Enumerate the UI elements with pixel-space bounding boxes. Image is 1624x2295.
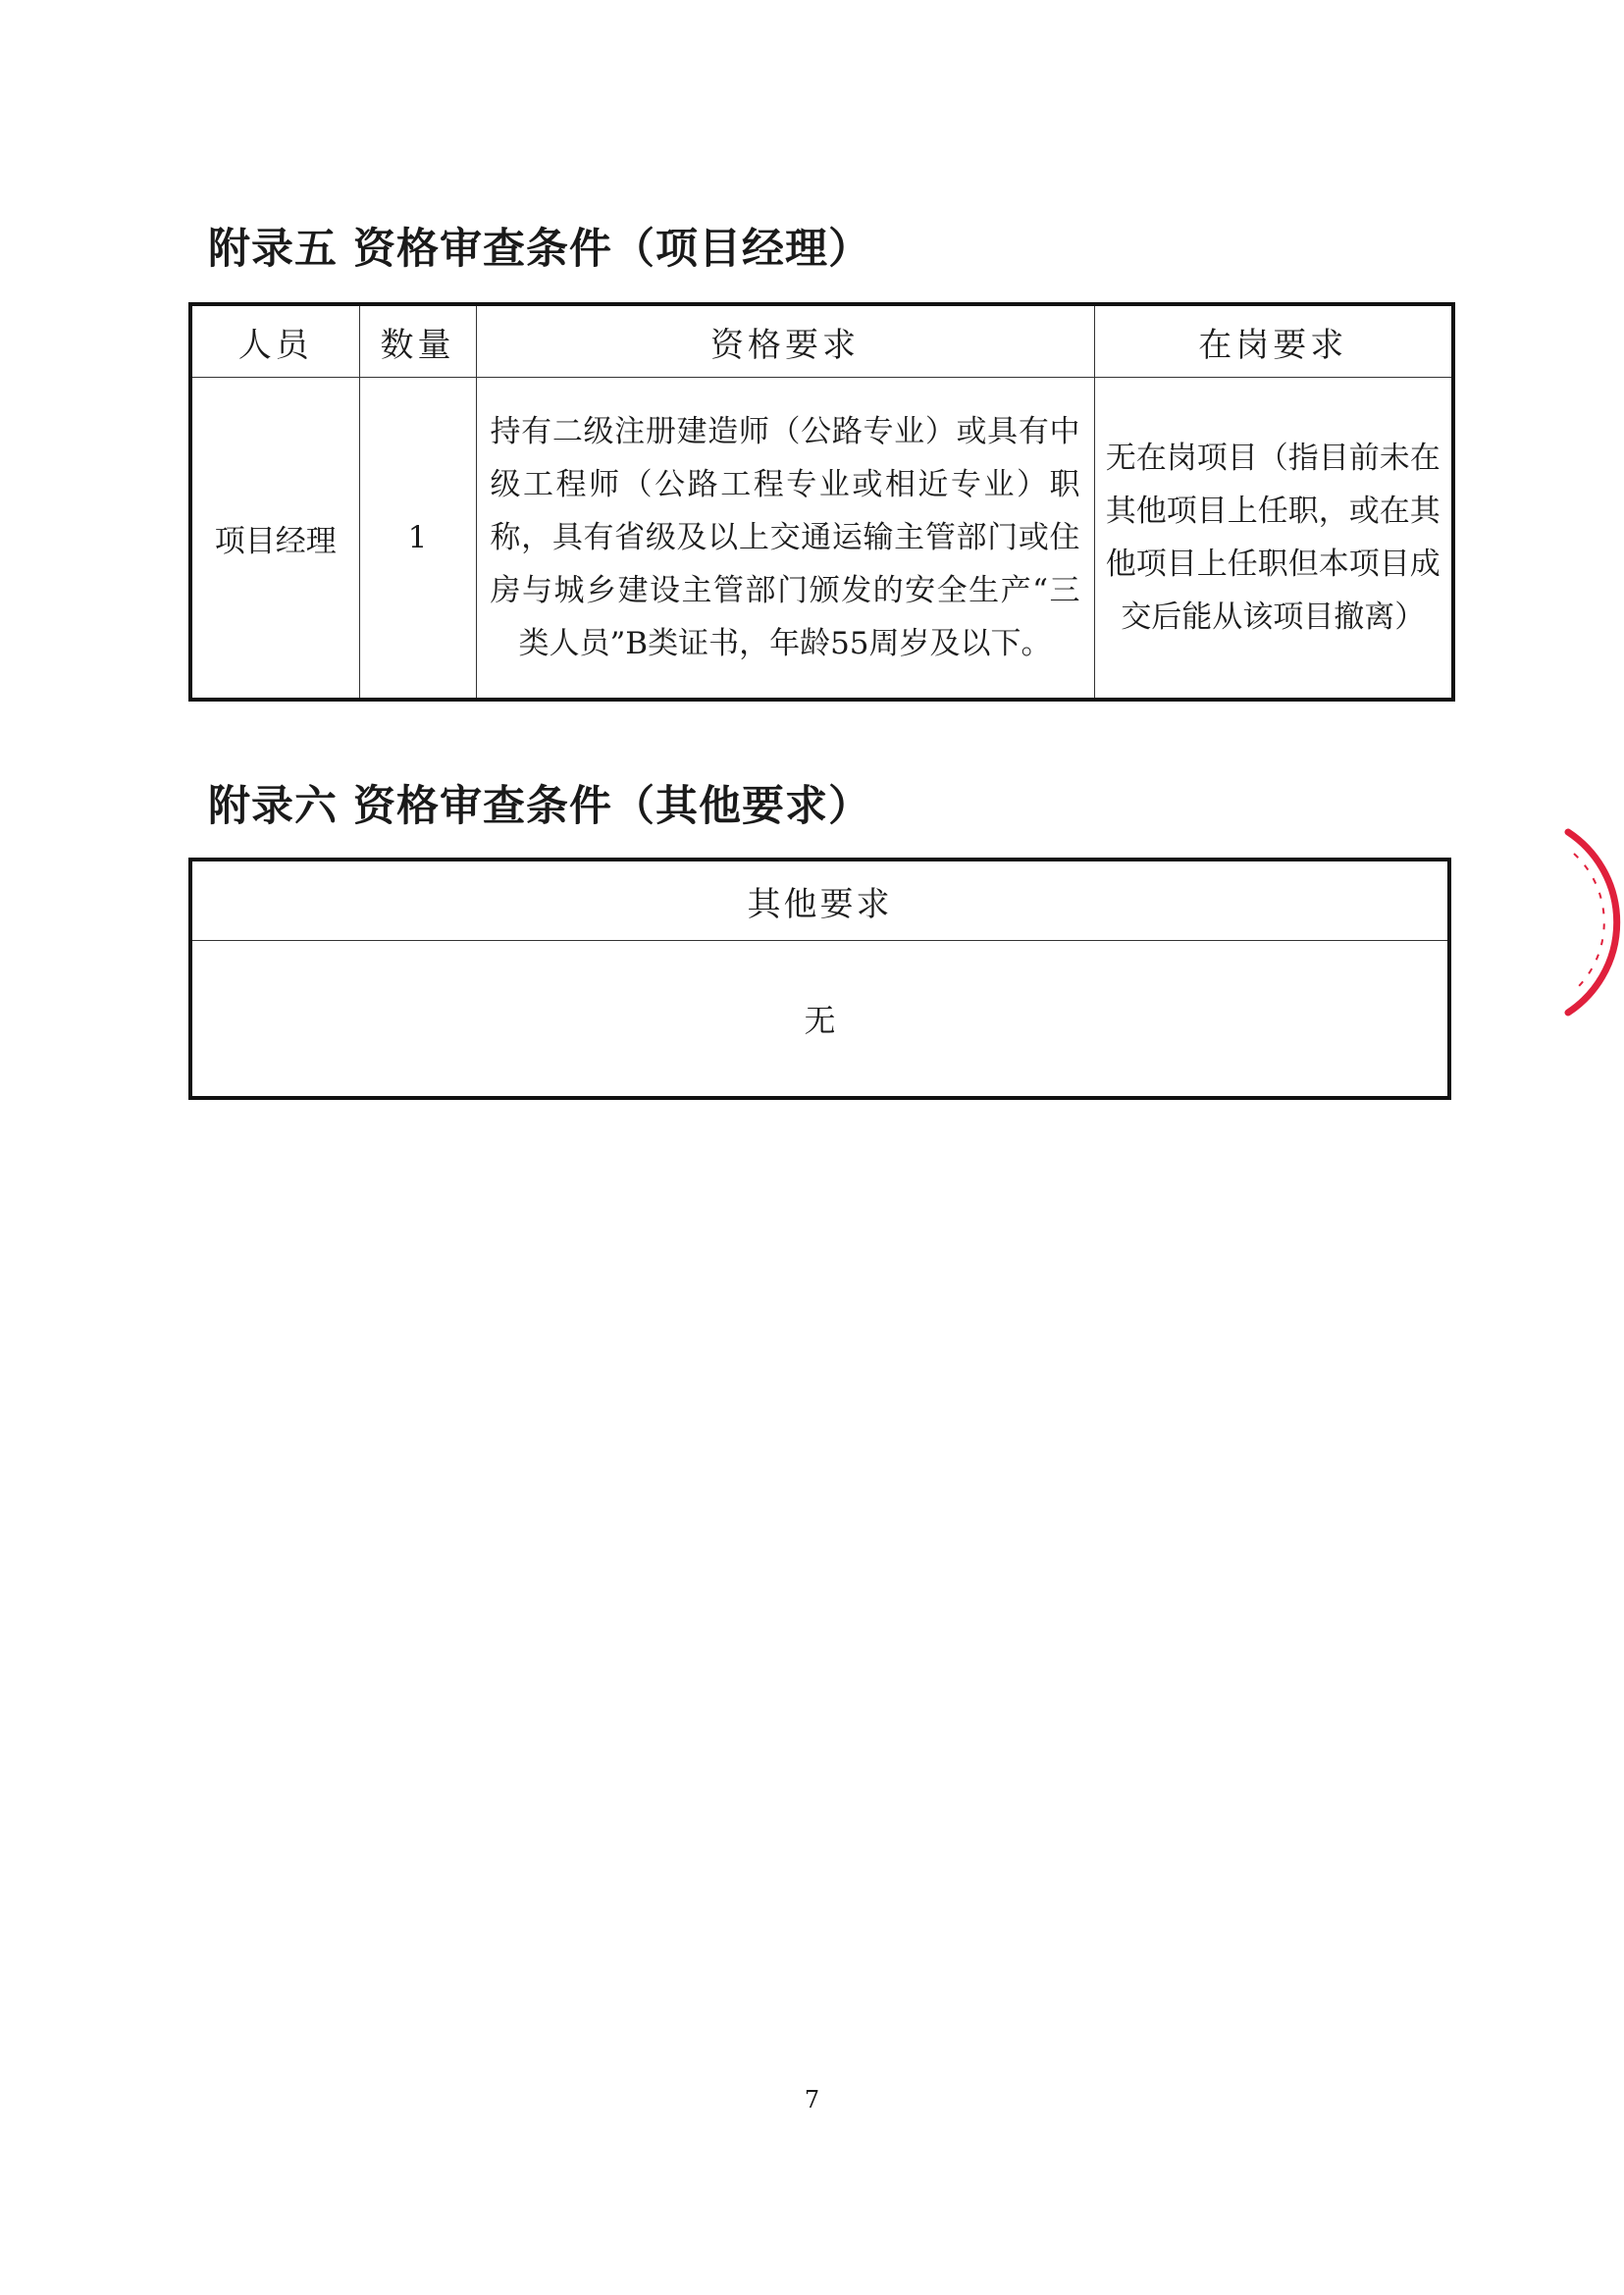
appendix6-table: [188, 858, 1451, 1100]
table-header-row: [190, 860, 1449, 941]
cell-qualification: 持有二级注册建造师（公路专业）或具有中级工程师（公路工程专业或相近专业）职称，具有省级及以上交通运输主管部门或住房与城乡建设主管部门颁发的安全生产“三类人员”B类证书，年龄55周岁及以下。: [476, 378, 1094, 701]
header-quantity: 数量: [359, 304, 476, 378]
table-header-row: [190, 304, 1453, 378]
header-on-duty: 在岗要求: [1094, 304, 1453, 378]
header-other-requirements: 其他要求: [190, 860, 1449, 941]
appendix6-title: 附录六 资格审查条件（其他要求）: [208, 782, 871, 831]
cell-on-duty: 无在岗项目（指目前未在其他项目上任职，或在其他项目上任职但本项目成交后能从该项目撤离）: [1094, 378, 1453, 701]
table-row: [190, 378, 1453, 701]
cell-other-requirements-value: 无: [804, 1002, 836, 1039]
cell-quantity: 1: [359, 378, 476, 701]
seal-stamp-icon: [1560, 824, 1624, 1020]
table-row: [190, 941, 1449, 1099]
appendix5-title: 附录五 资格审查条件（项目经理）: [208, 225, 871, 274]
header-qualification: 资格要求: [476, 304, 1094, 378]
appendix5-table: [188, 302, 1455, 702]
page-number: 7: [804, 2086, 820, 2113]
header-personnel: 人员: [190, 304, 359, 378]
cell-personnel: 项目经理: [190, 378, 359, 701]
